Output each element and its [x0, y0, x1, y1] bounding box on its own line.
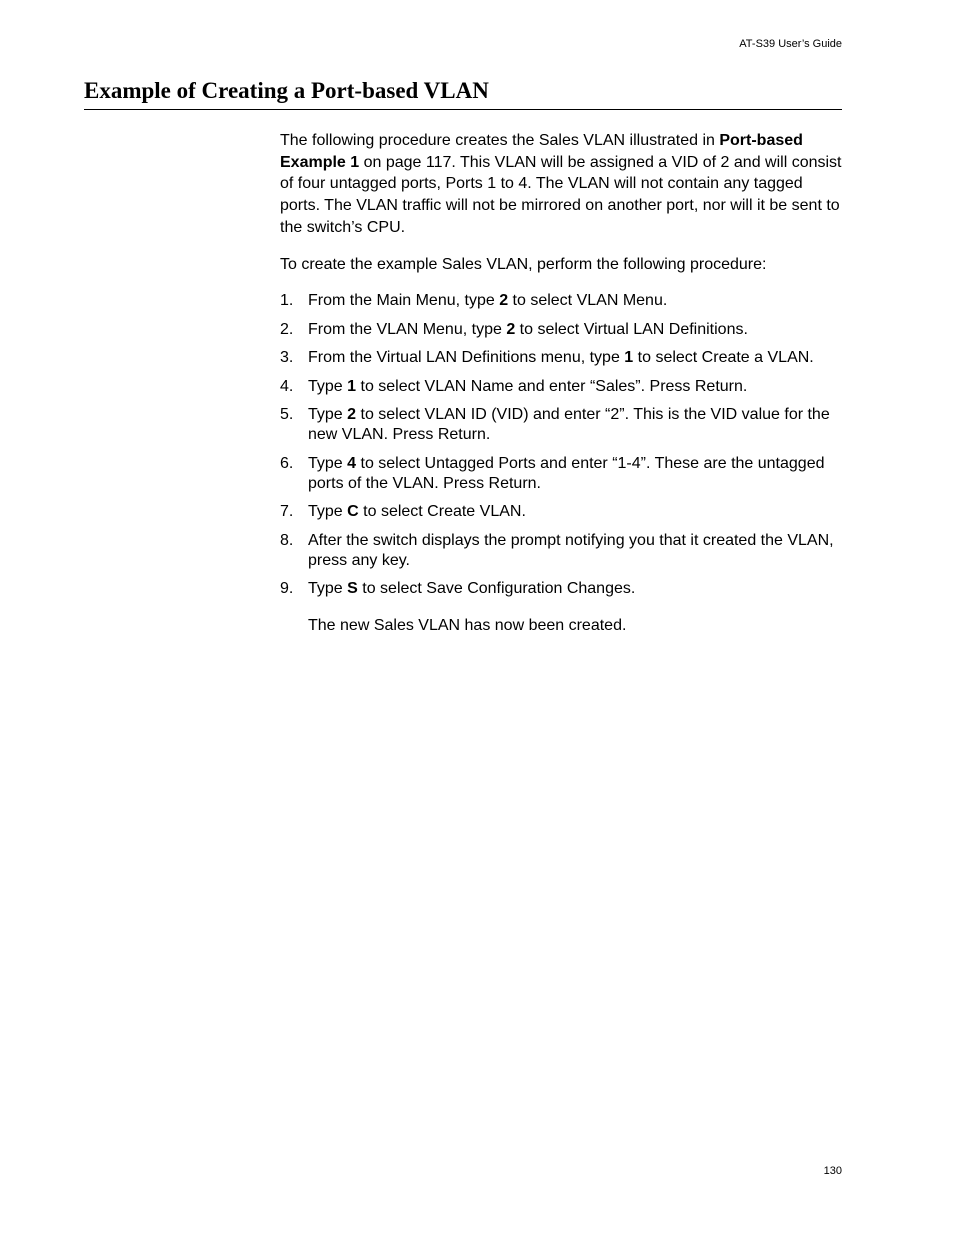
step-item: [280, 502, 842, 522]
step-text: After the switch displays the prompt notifying you that it created the VLAN, press any key.: [308, 531, 834, 569]
intro-paragraph: [280, 130, 842, 239]
step-number: 2.: [280, 320, 294, 338]
step-text: Type: [308, 377, 348, 395]
intro-text-2: on page 117. This VLAN will be assigned a VID of 2 and will consist of four untagged ports, Ports 1 to 4. The VLAN will not contain any tagged ports. The VLAN traffic will not be mirrored on another port, nor will it be sent to the switch’s CPU.: [280, 153, 842, 236]
step-number: 1.: [280, 292, 294, 310]
step-key: 2: [347, 406, 357, 424]
step-item: [280, 579, 842, 599]
step-key: 2: [499, 292, 509, 310]
step-text: From the Virtual LAN Definitions menu, type: [308, 349, 625, 367]
step-item: [280, 348, 842, 368]
step-key: 4: [347, 454, 357, 472]
step-key: 1: [624, 349, 634, 367]
cross-reference: Port-based Example 1: [280, 132, 803, 171]
step-text: to select Create VLAN.: [358, 503, 526, 521]
conclusion-paragraph: The new Sales VLAN has now been created.: [308, 617, 627, 635]
step-number: 9.: [280, 580, 294, 598]
step-text: From the VLAN Menu, type: [308, 320, 507, 338]
step-number: 5.: [280, 406, 294, 424]
page-number: 130: [823, 1165, 842, 1177]
step-number: 4.: [280, 377, 294, 395]
step-item: [280, 454, 842, 494]
step-item: [280, 405, 842, 445]
step-item: [280, 291, 842, 311]
step-item: [280, 531, 842, 571]
step-text: Type: [308, 454, 348, 472]
step-item: [280, 377, 842, 397]
step-text: to select VLAN ID (VID) and enter “2”. This is the VID value for the new VLAN. Press Return.: [308, 406, 830, 444]
step-text: to select VLAN Name and enter “Sales”. Press Return.: [356, 377, 748, 395]
body-text: [280, 130, 842, 637]
step-text: Type: [308, 580, 348, 598]
step-text: to select VLAN Menu.: [508, 292, 668, 310]
step-key: 1: [347, 377, 357, 395]
step-text: From the Main Menu, type: [308, 292, 500, 310]
procedure-steps: [280, 291, 842, 599]
step-text: to select Virtual LAN Definitions.: [515, 320, 748, 338]
step-number: 3.: [280, 349, 294, 367]
step-number: 7.: [280, 503, 294, 521]
step-text: to select Create a VLAN.: [633, 349, 814, 367]
running-header: AT-S39 User’s Guide: [739, 38, 842, 50]
step-number: 6.: [280, 454, 294, 472]
step-number: 8.: [280, 531, 294, 549]
step-key: 2: [506, 320, 516, 338]
step-key: S: [347, 580, 358, 598]
intro-text-1: The following procedure creates the Sales VLAN illustrated in: [280, 132, 720, 149]
step-text: Type: [308, 503, 348, 521]
section-title: Example of Creating a Port-based VLAN: [84, 76, 842, 110]
step-text: to select Save Configuration Changes.: [357, 580, 636, 598]
lead-in-paragraph: To create the example Sales VLAN, perform the following procedure:: [280, 255, 767, 273]
step-text: Type: [308, 406, 348, 424]
step-text: to select Untagged Ports and enter “1-4”. These are the untagged ports of the VLAN. Press Return.: [308, 454, 825, 492]
step-item: [280, 320, 842, 340]
step-key: C: [347, 503, 359, 521]
